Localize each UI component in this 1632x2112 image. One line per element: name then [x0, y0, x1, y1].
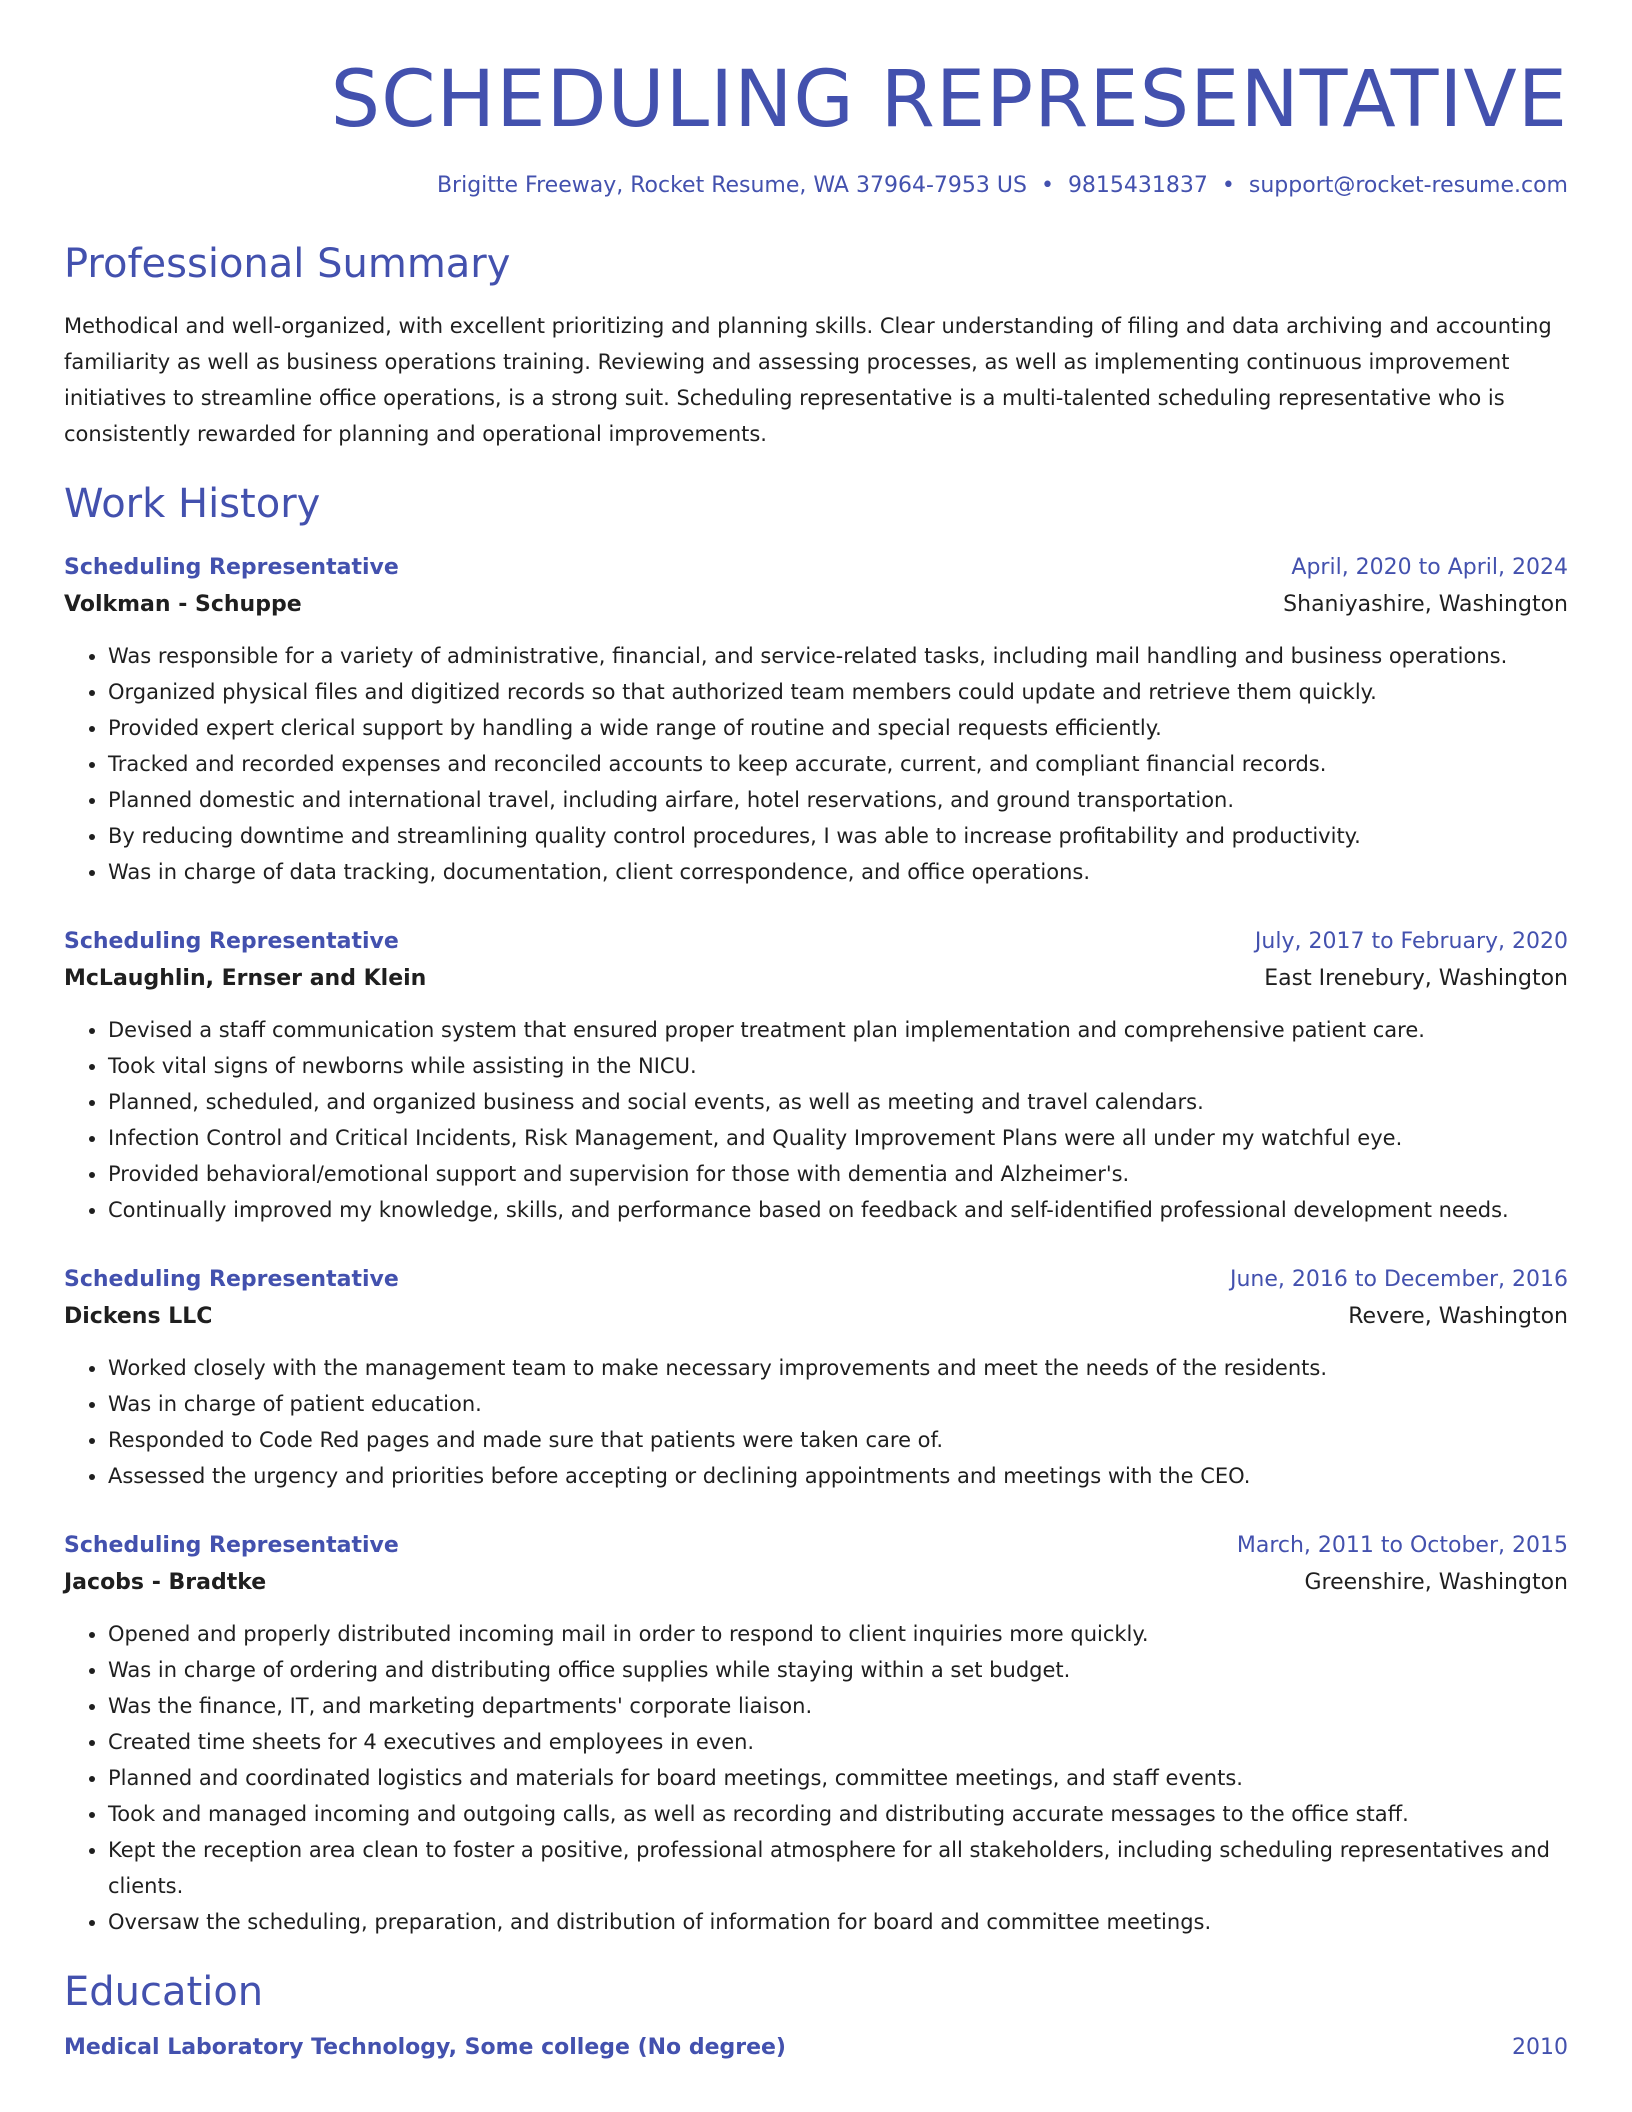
job-bullet-item: • Was in charge of data tracking, documentation, client correspondence, and office operations.	[108, 854, 1568, 890]
job-location: Revere, Washington	[1348, 1304, 1568, 1330]
education-year: 2010	[1512, 2035, 1568, 2061]
job-role: Scheduling Representative	[64, 1267, 399, 1293]
work-history-list	[64, 550, 1568, 1940]
job-dates: June, 2016 to December, 2016	[1229, 1267, 1568, 1293]
job-dates: July, 2017 to February, 2020	[1254, 929, 1568, 955]
job-company-row	[64, 1298, 1568, 1336]
contact-address: Brigitte Freeway, Rocket Resume, WA 37964-7953 US	[436, 172, 1027, 198]
job-bullet-item: • Provided behavioral/emotional support and supervision for those with dementia and Alzheimer's.	[108, 1156, 1568, 1192]
job-bullet-item: • Organized physical files and digitized records so that authorized team members could update and retrieve them quickly.	[108, 674, 1568, 710]
job-entry	[64, 1262, 1568, 1494]
contact-separator: •	[1040, 172, 1054, 198]
job-bullets	[64, 1350, 1568, 1494]
contact-email: support@rocket-resume.com	[1248, 172, 1568, 198]
job-bullet-item: • Assessed the urgency and priorities before accepting or declining appointments and meetings with the CEO.	[108, 1458, 1568, 1494]
job-bullet-item: • Was responsible for a variety of administrative, financial, and service-related tasks, including mail handling and business operations.	[108, 638, 1568, 674]
job-location: East Irenebury, Washington	[1264, 966, 1568, 992]
job-bullet-item: • Kept the reception area clean to foster a positive, professional atmosphere for all stakeholders, including scheduling representatives and clients.	[108, 1832, 1568, 1904]
job-role: Scheduling Representative	[64, 929, 399, 955]
job-bullet-item: • Took and managed incoming and outgoing calls, as well as recording and distributing accurate messages to the office staff.	[108, 1796, 1568, 1832]
contact-line	[64, 172, 1568, 201]
job-bullet-item: • By reducing downtime and streamlining quality control procedures, I was able to increase profitability and productivity.	[108, 818, 1568, 854]
job-bullet-item: • Created time sheets for 4 executives and employees in even.	[108, 1724, 1568, 1760]
job-dates: April, 2020 to April, 2024	[1291, 555, 1568, 581]
education-heading: Education	[64, 1969, 264, 2016]
job-bullet-item: • Was in charge of patient education.	[108, 1386, 1568, 1422]
job-role: Scheduling Representative	[64, 555, 399, 581]
job-role: Scheduling Representative	[64, 1533, 399, 1559]
education-entry	[64, 2030, 1568, 2066]
job-entry	[64, 550, 1568, 890]
work-history-heading: Work History	[64, 481, 321, 528]
job-bullet-item: • Was in charge of ordering and distributing office supplies while staying within a set budget.	[108, 1652, 1568, 1688]
job-company-row	[64, 960, 1568, 998]
job-bullet-item: • Worked closely with the management team to make necessary improvements and meet the needs of the residents.	[108, 1350, 1568, 1386]
job-bullet-item: • Took vital signs of newborns while assisting in the NICU.	[108, 1048, 1568, 1084]
job-company-row	[64, 1564, 1568, 1602]
contact-separator: •	[1221, 172, 1235, 198]
job-bullet-item: • Planned domestic and international travel, including airfare, hotel reservations, and ground transportation.	[108, 782, 1568, 818]
job-location: Shaniyashire, Washington	[1283, 592, 1568, 618]
job-bullet-item: • Infection Control and Critical Incidents, Risk Management, and Quality Improvement Plans were all under my watchful eye.	[108, 1120, 1568, 1156]
job-location: Greenshire, Washington	[1304, 1570, 1568, 1596]
job-bullet-item: • Provided expert clerical support by handling a wide range of routine and special requests efficiently.	[108, 710, 1568, 746]
job-company: Jacobs - Bradtke	[64, 1570, 267, 1596]
job-bullet-item: • Responded to Code Red pages and made sure that patients were taken care of.	[108, 1422, 1568, 1458]
job-company: Dickens LLC	[64, 1304, 213, 1330]
job-bullets	[64, 638, 1568, 890]
job-title-row	[64, 924, 1568, 960]
resume-header	[64, 55, 1568, 200]
job-bullet-item: • Planned and coordinated logistics and materials for board meetings, committee meetings, and staff events.	[108, 1760, 1568, 1796]
education-degree: Medical Laboratory Technology, Some college (No degree)	[64, 2035, 786, 2061]
job-bullets	[64, 1012, 1568, 1228]
job-bullet-item: • Was the finance, IT, and marketing departments' corporate liaison.	[108, 1688, 1568, 1724]
job-dates: March, 2011 to October, 2015	[1236, 1533, 1568, 1559]
job-bullet-item: • Opened and properly distributed incoming mail in order to respond to client inquiries more quickly.	[108, 1616, 1568, 1652]
job-bullet-item: • Planned, scheduled, and organized business and social events, as well as meeting and travel calendars.	[108, 1084, 1568, 1120]
job-title-row	[64, 550, 1568, 586]
job-bullet-item: • Continually improved my knowledge, skills, and performance based on feedback and self-identified professional development needs.	[108, 1192, 1568, 1228]
summary-text: Methodical and well-organized, with excellent prioritizing and planning skills. Clear understanding of filing and data archiving and accounting familiarity as well as business operations training. Reviewing and assessing processes, as well as implementing continuous improvement initiatives to streamline office operations, is a strong suit. Scheduling representative is a multi-talented scheduling representative who is consistently rewarded for planning and operational improvements.	[64, 314, 1552, 447]
job-company: Volkman - Schuppe	[64, 592, 302, 618]
job-bullet-item: • Tracked and recorded expenses and reconciled accounts to keep accurate, current, and compliant financial records.	[108, 746, 1568, 782]
job-bullets	[64, 1616, 1568, 1940]
job-bullet-item: • Devised a staff communication system that ensured proper treatment plan implementation and comprehensive patient care.	[108, 1012, 1568, 1048]
job-company: McLaughlin, Ernser and Klein	[64, 966, 427, 992]
summary-heading: Professional Summary	[64, 241, 511, 288]
job-title-row	[64, 1262, 1568, 1298]
contact-phone: 9815431837	[1067, 172, 1208, 198]
job-entry	[64, 924, 1568, 1228]
education-list	[64, 2030, 1568, 2066]
resume-title: SCHEDULING REPRESENTATIVE	[330, 55, 1568, 145]
job-title-row	[64, 1528, 1568, 1564]
job-company-row	[64, 586, 1568, 624]
job-bullet-item: • Oversaw the scheduling, preparation, and distribution of information for board and committee meetings.	[108, 1904, 1568, 1940]
job-entry	[64, 1528, 1568, 1940]
